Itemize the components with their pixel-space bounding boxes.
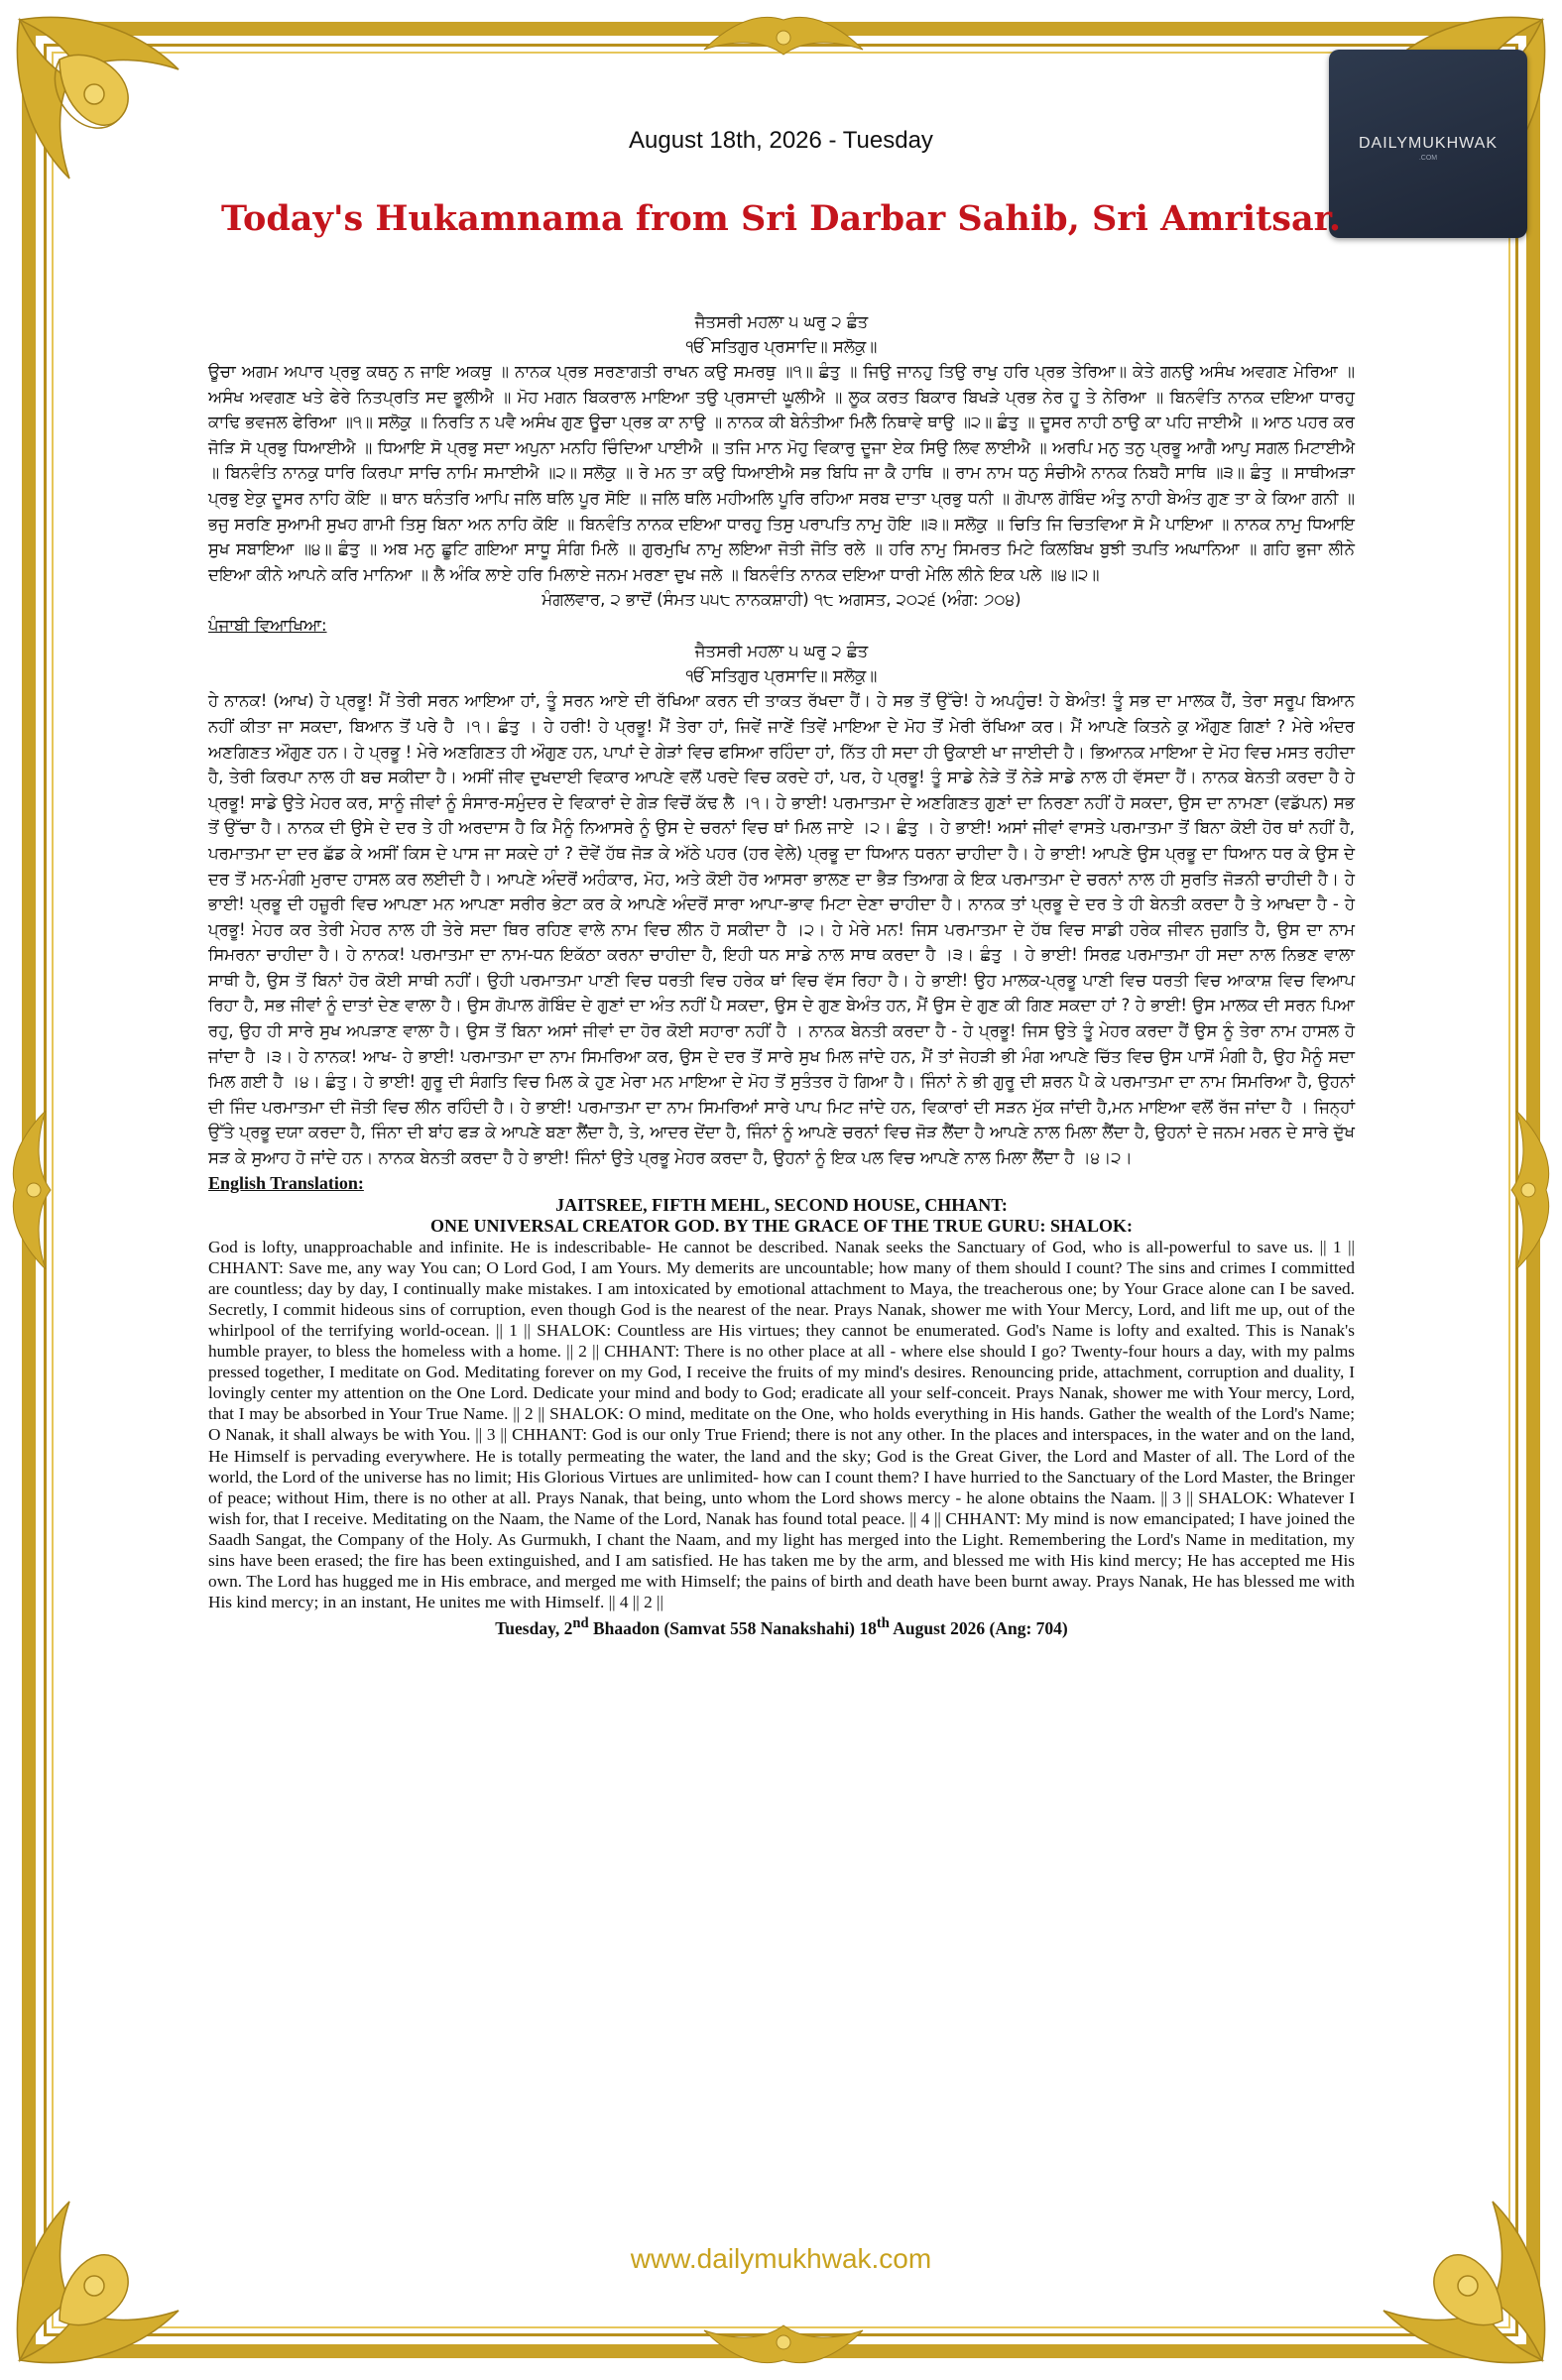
english-date-suffix-2: th — [876, 1615, 890, 1632]
english-date-part2: Bhaadon (Samvat 558 Nanakshahi) 18 — [588, 1618, 877, 1639]
page-title: Today's Hukamnama from Sri Darbar Sahib, Sri Amritsar. — [220, 198, 1342, 239]
website-link[interactable]: www.dailymukhwak.com — [630, 2243, 932, 2274]
bottom-center-ornament — [684, 2311, 883, 2370]
english-heading-2: ONE UNIVERSAL CREATOR GOD. BY THE GRACE OF THE TRUE GURU: SHALOK: — [429, 1215, 1134, 1236]
vyakhya-heading-1: ਜੈਤਸਰੀ ਮਹਲਾ ੫ ਘਰੁ ੨ ਛੰਤ — [694, 642, 869, 661]
gurmukhi-heading-1: ਜੈਤਸਰੀ ਮਹਲਾ ੫ ਘਰੁ ੨ ਛੰਤ — [694, 312, 869, 331]
vyakhya-heading-2: ੴ ਸਤਿਗੁਰ ਪ੍ਰਸਾਦਿ॥ ਸਲੋਕੁ॥ — [685, 666, 878, 686]
gurmukhi-date-line: ਮੰਗਲਵਾਰ, ੨ ਭਾਦੋਂ (ਸੰਮਤ ੫੫੮ ਨਾਨਕਸ਼ਾਹੀ) ੧੮ ਅਗਸਤ, ੨੦੨੬ (ਅੰਗ: ੭੦੪) — [541, 590, 1021, 610]
left-center-ornament — [6, 1091, 65, 1289]
punjabi-vyakhya-label: ਪੰਜਾਬੀ ਵਿਆਖਿਆ: — [208, 616, 327, 636]
logo-text: DAILYMUKHWAK — [1358, 135, 1498, 152]
english-date-suffix-1: nd — [572, 1615, 589, 1632]
page-date: August 18th, 2026 - Tuesday — [629, 127, 933, 154]
english-translation-label: English Translation: — [208, 1172, 364, 1193]
english-date-line — [208, 1612, 1355, 1639]
hukamnama-content — [208, 309, 1355, 1639]
english-date-part3: August 2026 (Ang: 704) — [889, 1618, 1068, 1639]
top-center-ornament — [684, 10, 883, 69]
logo-subtext: .COM — [1418, 155, 1438, 162]
english-date-part1: Tuesday, 2 — [495, 1618, 573, 1639]
english-heading-1: JAITSREE, FIFTH MEHL, SECOND HOUSE, CHHANT: — [555, 1194, 1008, 1215]
right-center-ornament — [1497, 1091, 1556, 1289]
gurmukhi-shabad-text: ਊਚਾ ਅਗਮ ਅਪਾਰ ਪ੍ਰਭੁ ਕਥਨੁ ਨ ਜਾਇ ਅਕਥੁ ॥ ਨਾਨਕ ਪ੍ਰਭ ਸਰਣਾਗਤੀ ਰਾਖਨ ਕਉ ਸਮਰਥੁ ॥੧॥ ਛੰਤੁ ॥ ਜਿਉ ਜਾਨਹੁ ਤਿਉ ਰਾਖੁ ਹਰਿ ਪ੍ਰਭ ਤੇਰਿਆ॥ ਕੇਤੇ ਗਨਉ ਅਸੰਖ ਅਵਗਣ ਮੇਰਿਆ ॥ ਅਸੰਖ ਅਵਗਣ ਖਤੇ ਫੇਰੇ ਨਿਤਪ੍ਰਤਿ ਸਦ ਭੂਲੀਐ ॥ ਮੋਹ ਮਗਨ ਬਿਕਰਾਲ ਮਾਇਆ ਤਉ ਪ੍ਰਸਾਦੀ ਘੂਲੀਐ ॥ ਲੂਕ ਕਰਤ ਬਿਕਾਰ ਬਿਖੜੇ ਪ੍ਰਭ ਨੇਰ ਹੂ ਤੇ ਨੇਰਿਆ ॥ ਬਿਨਵੰਤਿ ਨਾਨਕ ਦਇਆ ਧਾਰਹੁ ਕਾਢਿ ਭਵਜਲ ਫੇਰਿਆ ॥੧॥ ਸਲੋਕੁ ॥ ਨਿਰਤਿ ਨ ਪਵੈ ਅਸੰਖ ਗੁਣ ਊਚਾ ਪ੍ਰਭ ਕਾ ਨਾਉ ॥ ਨਾਨਕ ਕੀ ਬੇਨੰਤੀਆ ਮਿਲੈ ਨਿਥਾਵੇ ਥਾਉ ॥੨॥ ਛੰਤੁ ॥ ਦੂਸਰ ਨਾਹੀ ਠਾਉ ਕਾ ਪਹਿ ਜਾਈਐ ॥ ਆਠ ਪਹਰ ਕਰ ਜੋੜਿ ਸੋ ਪ੍ਰਭੁ ਧਿਆਈਐ ॥ ਧਿਆਇ ਸੋ ਪ੍ਰਭੁ ਸਦਾ ਅਪੁਨਾ ਮਨਹਿ ਚਿੰਦਿਆ ਪਾਈਐ ॥ ਤਜਿ ਮਾਨ ਮੋਹੁ ਵਿਕਾਰੁ ਦੂਜਾ ਏਕ ਸਿਉ ਲਿਵ ਲਾਈਐ ॥ ਅਰਪਿ ਮਨੁ ਤਨੁ ਪ੍ਰਭੂ ਆਗੈ ਆਪੁ ਸਗਲ ਮਿਟਾਈਐ ॥ ਬਿਨਵੰਤਿ ਨਾਨਕੁ ਧਾਰਿ ਕਿਰਪਾ ਸਾਚਿ ਨਾਮਿ ਸਮਾਈਐ ॥੨॥ ਸਲੋਕੁ ॥ ਰੇ ਮਨ ਤਾ ਕਉ ਧਿਆਈਐ ਸਭ ਬਿਧਿ ਜਾ ਕੈ ਹਾਥਿ ॥ ਰਾਮ ਨਾਮ ਧਨੁ ਸੰਚੀਐ ਨਾਨਕ ਨਿਬਹੈ ਸਾਥਿ ॥੩॥ ਛੰਤੁ ॥ ਸਾਥੀਅੜਾ ਪ੍ਰਭੁ ਏਕੁ ਦੂਸਰ ਨਾਹਿ ਕੋਇ ॥ ਥਾਨ ਥਨੰਤਰਿ ਆਪਿ ਜਲਿ ਥਲਿ ਪੂਰ ਸੋਇ ॥ ਜਲਿ ਥਲਿ ਮਹੀਅਲਿ ਪੂਰਿ ਰਹਿਆ ਸਰਬ ਦਾਤਾ ਪ੍ਰਭੁ ਧਨੀ ॥ ਗੋਪਾਲ ਗੋਬਿੰਦ ਅੰਤੁ ਨਾਹੀ ਬੇਅੰਤ ਗੁਣ ਤਾ ਕੇ ਕਿਆ ਗਨੀ ॥ ਭਜੁ ਸਰਣਿ ਸੁਆਮੀ ਸੁਖਹ ਗਾਮੀ ਤਿਸੁ ਬਿਨਾ ਅਨ ਨਾਹਿ ਕੋਇ ॥ ਬਿਨਵੰਤਿ ਨਾਨਕ ਦਇਆ ਧਾਰਹੁ ਤਿਸੁ ਪਰਾਪਤਿ ਨਾਮੁ ਹੋਇ ॥੩॥ ਸਲੋਕੁ ॥ ਚਿਤਿ ਜਿ ਚਿਤਵਿਆ ਸੋ ਮੈ ਪਾਇਆ ॥ ਨਾਨਕ ਨਾਮੁ ਧਿਆਇ ਸੁਖ ਸਬਾਇਆ ॥੪॥ ਛੰਤੁ ॥ ਅਬ ਮਨੁ ਛੂਟਿ ਗਇਆ ਸਾਧੂ ਸੰਗਿ ਮਿਲੇ ॥ ਗੁਰਮੁਖਿ ਨਾਮੁ ਲਇਆ ਜੋਤੀ ਜੋਤਿ ਰਲੇ ॥ ਹਰਿ ਨਾਮੁ ਸਿਮਰਤ ਮਿਟੇ ਕਿਲਬਿਖ ਬੁਝੀ ਤਪਤਿ ਅਘਾਨਿਆ ॥ ਗਹਿ ਭੁਜਾ ਲੀਨੇ ਦਇਆ ਕੀਨੇ ਆਪਨੇ ਕਰਿ ਮਾਨਿਆ ॥ ਲੈ ਅੰਕਿ ਲਾਏ ਹਰਿ ਮਿਲਾਏ ਜਨਮ ਮਰਣਾ ਦੁਖ ਜਲੇ ॥ ਬਿਨਵੰਤਿ ਨਾਨਕ ਦਇਆ ਧਾਰੀ ਮੇਲਿ ਲੀਨੇ ਇਕ ਪਲੇ ॥੪॥੨॥ — [208, 362, 1355, 584]
english-translation-text: God is lofty, unapproachable and infinite. He is indescribable- He cannot be described. Nanak seeks the Sanctuary of God, who is all-powerful to save us. || 1 || CHHANT: Save me, any way You can; O Lord God, I am Yours. My demerits are uncountable; how many of them should I count? The sins and crimes I committed are countless; day by day, I continually make mistakes. I am intoxicated by emotional attachment to Maya, the treacherous one; by Your Grace alone can I be saved. Secretly, I commit hideous sins of corruption, even though God is the nearest of the near. Prays Nanak, shower me with Your Mercy, Lord, and lift me up, out of the whirlpool of the terrifying world-ocean. || 1 || SHALOK: Countless are His virtues; they cannot be enumerated. God's Name is lofty and exalted. This is Nanak's humble prayer, to bless the homeless with a home. || 2 || CHHANT: There is no other place at all - where else should I go? Twenty-four hours a day, with my palms pressed together, I meditate on God. Meditating forever on my God, I receive the fruits of my mind's desires. Renouncing pride, attachment, corruption and duality, I lovingly center my attention on the One Lord. Dedicate your mind and body to God; eradicate all your self-conceit. Prays Nanak, shower me with Your mercy, Lord, that I may be absorbed in Your True Name. || 2 || SHALOK: O mind, meditate on the One, who holds everything in His hands. Gather the wealth of the Lord's Name; O Nanak, it shall always be with You. || 3 || CHHANT: God is our only True Friend; there is not any other. In the places and interspaces, in the water and on the land, He Himself is pervading everywhere. He is totally permeating the water, the land and the sky; God is the Great Giver, the Lord and Master of all. The Lord of the world, the Lord of the universe has no limit; His Glorious Virtues are unlimited- how can I count them? I have hurried to the Sanctuary of the Lord Master, the Bringer of peace; without Him, there is no other at all. Prays Nanak, that being, unto whom the Lord shows mercy - he alone obtains the Naam. || 3 || SHALOK: Whatever I wish for, that I receive. Meditating on the Naam, the Name of the Lord, Nanak has found total peace. || 4 || CHHANT: My mind is now emancipated; I have joined the Saadh Sangat, the Company of the Holy. As Gurmukh, I chant the Naam, and my light has merged into the Light. Remembering the Lord's Name in meditation, my sins have been erased; the fire has been extinguished, and I am satisfied. He has taken me by the arm, and blessed me with His kind mercy; He has accepted me His own. The Lord has hugged me in His embrace, and merged me with Himself; the pains of birth and death have been burnt away. Prays Nanak, He has blessed me with His kind mercy; in an instant, He unites me with Himself. || 4 || 2 || — [208, 1237, 1355, 1612]
gurmukhi-heading-2: ੴ ਸਤਿਗੁਰ ਪ੍ਰਸਾਦਿ॥ ਸਲੋਕੁ॥ — [685, 337, 878, 356]
corner-ornament-top-left — [0, 0, 218, 218]
punjabi-vyakhya-text: ਹੇ ਨਾਨਕ! (ਆਖ) ਹੇ ਪ੍ਰਭੂ! ਮੈਂ ਤੇਰੀ ਸਰਨ ਆਇਆ ਹਾਂ, ਤੂੰ ਸਰਨ ਆਏ ਦੀ ਰੱਖਿਆ ਕਰਨ ਦੀ ਤਾਕਤ ਰੱਖਦਾ ਹੈਂ। ਹੇ ਸਭ ਤੋਂ ਉੱਚੇ! ਹੇ ਅਪਹੁੰਚ! ਹੇ ਬੇਅੰਤ! ਤੂੰ ਸਭ ਦਾ ਮਾਲਕ ਹੈਂ, ਤੇਰਾ ਸਰੂਪ ਬਿਆਨ ਨਹੀਂ ਕੀਤਾ ਜਾ ਸਕਦਾ, ਬਿਆਨ ਤੋਂ ਪਰੇ ਹੈ ।੧। ਛੰਤੁ । ਹੇ ਹਰੀ! ਹੇ ਪ੍ਰਭੂ! ਮੈਂ ਤੇਰਾ ਹਾਂ, ਜਿਵੇਂ ਜਾਣੇਂ ਤਿਵੇਂ ਮਾਇਆ ਦੇ ਮੋਹ ਤੋਂ ਮੇਰੀ ਰੱਖਿਆ ਕਰ। ਮੈਂ ਆਪਣੇ ਕਿਤਨੇ ਕੁ ਔਗੁਣ ਗਿਣਾਂ ? ਮੇਰੇ ਅੰਦਰ ਅਣਗਿਣਤ ਔਗੁਣ ਹਨ। ਹੇ ਪ੍ਰਭੂ ! ਮੇਰੇ ਅਣਗਿਣਤ ਹੀ ਔਗੁਣ ਹਨ, ਪਾਪਾਂ ਦੇ ਗੇੜਾਂ ਵਿਚ ਫਸਿਆ ਰਹਿੰਦਾ ਹਾਂ, ਨਿੱਤ ਹੀ ਸਦਾ ਹੀ ਉਕਾਈ ਖਾ ਜਾਈਦੀ ਹੈ। ਭਿਆਨਕ ਮਾਇਆ ਦੇ ਮੋਹ ਵਿਚ ਮਸਤ ਰਹੀਦਾ ਹੈ, ਤੇਰੀ ਕਿਰਪਾ ਨਾਲ ਹੀ ਬਚ ਸਕੀਦਾ ਹੈ। ਅਸੀਂ ਜੀਵ ਦੁਖਦਾਈ ਵਿਕਾਰ ਆਪਣੇ ਵਲੋਂ ਪਰਦੇ ਵਿਚ ਕਰਦੇ ਹਾਂ, ਪਰ, ਹੇ ਪ੍ਰਭੂ! ਤੂੰ ਸਾਡੇ ਨੇੜੇ ਤੋਂ ਨੇੜੇ ਸਾਡੇ ਨਾਲ ਹੀ ਵੱਸਦਾ ਹੈਂ। ਨਾਨਕ ਬੇਨਤੀ ਕਰਦਾ ਹੈ ਹੇ ਪ੍ਰਭੂ! ਸਾਡੇ ਉਤੇ ਮੇਹਰ ਕਰ, ਸਾਨੂੰ ਜੀਵਾਂ ਨੂੰ ਸੰਸਾਰ-ਸਮੁੰਦਰ ਦੇ ਵਿਕਾਰਾਂ ਦੇ ਗੇੜ ਵਿਚੋਂ ਕੱਢ ਲੈ ।੧। ਹੇ ਭਾਈ! ਪਰਮਾਤਮਾ ਦੇ ਅਣਗਿਣਤ ਗੁਣਾਂ ਦਾ ਨਿਰਣਾ ਨਹੀਂ ਹੋ ਸਕਦਾ, ਉਸ ਦਾ ਨਾਮਣਾ (ਵਡੱਪਨ) ਸਭ ਤੋਂ ਉੱਚਾ ਹੈ। ਨਾਨਕ ਦੀ ਉਸੇ ਦੇ ਦਰ ਤੇ ਹੀ ਅਰਦਾਸ ਹੈ ਕਿ ਮੈਨੂੰ ਨਿਆਸਰੇ ਨੂੰ ਉਸ ਦੇ ਚਰਨਾਂ ਵਿਚ ਥਾਂ ਮਿਲ ਜਾਏ ।੨। ਛੰਤੁ । ਹੇ ਭਾਈ! ਅਸਾਂ ਜੀਵਾਂ ਵਾਸਤੇ ਪਰਮਾਤਮਾ ਤੋਂ ਬਿਨਾ ਕੋਈ ਹੋਰ ਥਾਂ ਨਹੀਂ ਹੈ, ਪਰਮਾਤਮਾ ਦਾ ਦਰ ਛੱਡ ਕੇ ਅਸੀਂ ਕਿਸ ਦੇ ਪਾਸ ਜਾ ਸਕਦੇ ਹਾਂ ? ਦੋਵੇਂ ਹੱਥ ਜੋੜ ਕੇ ਅੱਠੇ ਪਹਰ (ਹਰ ਵੇਲੇ) ਪ੍ਰਭੂ ਦਾ ਧਿਆਨ ਧਰਨਾ ਚਾਹੀਦਾ ਹੈ। ਹੇ ਭਾਈ! ਆਪਣੇ ਉਸ ਪ੍ਰਭੂ ਦਾ ਧਿਆਨ ਧਰ ਕੇ ਉਸ ਦੇ ਦਰ ਤੋਂ ਮਨ-ਮੰਗੀ ਮੁਰਾਦ ਹਾਸਲ ਕਰ ਲਈਦੀ ਹੈ। ਆਪਣੇ ਅੰਦਰੋਂ ਅਹੰਕਾਰ, ਮੋਹ, ਅਤੇ ਕੋਈ ਹੋਰ ਆਸਰਾ ਭਾਲਣ ਦਾ ਭੈੜ ਤਿਆਗ ਕੇ ਇਕ ਪਰਮਾਤਮਾ ਦੇ ਚਰਨਾਂ ਨਾਲ ਹੀ ਸੁਰਤਿ ਜੋੜਨੀ ਚਾਹੀਦੀ ਹੈ। ਹੇ ਭਾਈ! ਪ੍ਰਭੂ ਦੀ ਹਜ਼ੂਰੀ ਵਿਚ ਆਪਣਾ ਮਨ ਆਪਣਾ ਸਰੀਰ ਭੇਟਾ ਕਰ ਕੇ ਆਪਣੇ ਅੰਦਰੋਂ ਸਾਰਾ ਆਪਾ-ਭਾਵ ਮਿਟਾ ਦੇਣਾ ਚਾਹੀਦਾ ਹੈ। ਨਾਨਕ ਤਾਂ ਪ੍ਰਭੂ ਦੇ ਦਰ ਤੇ ਹੀ ਬੇਨਤੀ ਕਰਦਾ ਹੈ ਤੇ ਆਖਦਾ ਹੈ - ਹੇ ਪ੍ਰਭੂ! ਮੇਹਰ ਕਰ ਤੇਰੀ ਮੇਹਰ ਨਾਲ ਹੀ ਤੇਰੇ ਸਦਾ ਥਿਰ ਰਹਿਣ ਵਾਲੇ ਨਾਮ ਵਿਚ ਲੀਨ ਹੋ ਸਕੀਦਾ ਹੈ ।੨। ਹੇ ਮੇਰੇ ਮਨ! ਜਿਸ ਪਰਮਾਤਮਾ ਦੇ ਹੱਥ ਵਿਚ ਸਾਡੀ ਹਰੇਕ ਜੀਵਨ ਜੁਗਤਿ ਹੈ, ਉਸ ਦਾ ਨਾਮ ਸਿਮਰਨਾ ਚਾਹੀਦਾ ਹੈ। ਹੇ ਨਾਨਕ! ਪਰਮਾਤਮਾ ਦਾ ਨਾਮ-ਧਨ ਇਕੱਠਾ ਕਰਨਾ ਚਾਹੀਦਾ ਹੈ, ਇਹੀ ਧਨ ਸਾਡੇ ਨਾਲ ਸਾਥ ਕਰਦਾ ਹੈ ।੩। ਛੰਤੁ । ਹੇ ਭਾਈ! ਸਿਰਫ਼ ਪਰਮਾਤਮਾ ਹੀ ਸਦਾ ਨਾਲ ਨਿਭਣ ਵਾਲਾ ਸਾਥੀ ਹੈ, ਉਸ ਤੋਂ ਬਿਨਾਂ ਹੋਰ ਕੋਈ ਸਾਥੀ ਨਹੀਂ। ਉਹੀ ਪਰਮਾਤਮਾ ਪਾਣੀ ਵਿਚ ਧਰਤੀ ਵਿਚ ਹਰੇਕ ਥਾਂ ਵਿਚ ਵੱਸ ਰਿਹਾ ਹੈ। ਹੇ ਭਾਈ! ਉਹ ਮਾਲਕ-ਪ੍ਰਭੂ ਪਾਣੀ ਵਿਚ ਧਰਤੀ ਵਿਚ ਆਕਾਸ਼ ਵਿਚ ਵਿਆਪ ਰਿਹਾ ਹੈ, ਸਭ ਜੀਵਾਂ ਨੂੰ ਦਾਤਾਂ ਦੇਣ ਵਾਲਾ ਹੈ। ਉਸ ਗੋਪਾਲ ਗੋਬਿੰਦ ਦੇ ਗੁਣਾਂ ਦਾ ਅੰਤ ਨਹੀਂ ਪੈ ਸਕਦਾ, ਉਸ ਦੇ ਗੁਣ ਬੇਅੰਤ ਹਨ, ਮੈਂ ਉਸ ਦੇ ਗੁਣ ਕੀ ਗਿਣ ਸਕਦਾ ਹਾਂ ? ਹੇ ਭਾਈ! ਉਸ ਮਾਲਕ ਦੀ ਸਰਨ ਪਿਆ ਰਹੁ, ਉਹ ਹੀ ਸਾਰੇ ਸੁਖ ਅਪੜਾਣ ਵਾਲਾ ਹੈ। ਉਸ ਤੋਂ ਬਿਨਾ ਅਸਾਂ ਜੀਵਾਂ ਦਾ ਹੋਰ ਕੋਈ ਸਹਾਰਾ ਨਹੀਂ ਹੈ । ਨਾਨਕ ਬੇਨਤੀ ਕਰਦਾ ਹੈ - ਹੇ ਪ੍ਰਭੂ! ਜਿਸ ਉਤੇ ਤੂੰ ਮੇਹਰ ਕਰਦਾ ਹੈਂ ਉਸ ਨੂੰ ਤੇਰਾ ਨਾਮ ਹਾਸਲ ਹੋ ਜਾਂਦਾ ਹੈ ।੩। ਹੇ ਨਾਨਕ! ਆਖ- ਹੇ ਭਾਈ! ਪਰਮਾਤਮਾ ਦਾ ਨਾਮ ਸਿਮਰਿਆ ਕਰ, ਉਸ ਦੇ ਦਰ ਤੋਂ ਸਾਰੇ ਸੁਖ ਮਿਲ ਜਾਂਦੇ ਹਨ, ਮੈਂ ਤਾਂ ਜੇਹੜੀ ਭੀ ਮੰਗ ਆਪਣੇ ਚਿੱਤ ਵਿਚ ਉਸ ਪਾਸੋਂ ਮੰਗੀ ਹੈ, ਉਹ ਮੈਨੂੰ ਸਦਾ ਮਿਲ ਗਈ ਹੈ ।੪। ਛੰਤੁ। ਹੇ ਭਾਈ! ਗੁਰੂ ਦੀ ਸੰਗਤਿ ਵਿਚ ਮਿਲ ਕੇ ਹੁਣ ਮੇਰਾ ਮਨ ਮਾਇਆ ਦੇ ਮੋਹ ਤੋਂ ਸੁਤੰਤਰ ਹੋ ਗਿਆ ਹੈ। ਜਿੰਨਾਂ ਨੇ ਭੀ ਗੁਰੂ ਦੀ ਸ਼ਰਨ ਪੈ ਕੇ ਪਰਮਾਤਮਾ ਦਾ ਨਾਮ ਸਿਮਰਿਆ ਹੈ, ਉਹਨਾਂ ਦੀ ਜਿੰਦ ਪਰਮਾਤਮਾ ਦੀ ਜੋਤੀ ਵਿਚ ਲੀਨ ਰਹਿੰਦੀ ਹੈ। ਹੇ ਭਾਈ! ਪਰਮਾਤਮਾ ਦਾ ਨਾਮ ਸਿਮਰਿਆਂ ਸਾਰੇ ਪਾਪ ਮਿਟ ਜਾਂਦੇ ਹਨ, ਵਿਕਾਰਾਂ ਦੀ ਸੜਨ ਮੁੱਕ ਜਾਂਦੀ ਹੈ,ਮਨ ਮਾਇਆ ਵਲੋਂ ਰੱਜ ਜਾਂਦਾ ਹੈ । ਜਿਨ੍ਹਾਂ ਉੱਤੇ ਪ੍ਰਭੂ ਦਯਾ ਕਰਦਾ ਹੈ, ਜਿੰਨਾ ਦੀ ਬਾਂਹ ਫੜ ਕੇ ਆਪਣੇ ਬਣਾ ਲੈਂਦਾ ਹੈ, ਤੇ, ਆਦਰ ਦੇਂਦਾ ਹੈ, ਜਿੰਨਾਂ ਨੂੰ ਆਪਣੇ ਚਰਨਾਂ ਵਿਚ ਜੋੜ ਲੈਂਦਾ ਹੈ ਆਪਣੇ ਨਾਲ ਮਿਲਾ ਲੈਂਦਾ ਹੈ, ਉਹਨਾਂ ਦੇ ਜਨਮ ਮਰਨ ਦੇ ਸਾਰੇ ਦੁੱਖ ਸੜ ਕੇ ਸੁਆਹ ਹੋ ਜਾਂਦੇ ਹਨ। ਨਾਨਕ ਬੇਨਤੀ ਕਰਦਾ ਹੈ ਹੇ ਭਾਈ! ਜਿੰਨਾਂ ਉਤੇ ਪ੍ਰਭੂ ਮੇਹਰ ਕਰਦਾ ਹੈ, ਉਹਨਾਂ ਨੂੰ ਇਕ ਪਲ ਵਿਚ ਆਪਣੇ ਨਾਲ ਮਿਲਾ ਲੈਂਦਾ ਹੈ ।੪।੨। — [208, 691, 1355, 1168]
